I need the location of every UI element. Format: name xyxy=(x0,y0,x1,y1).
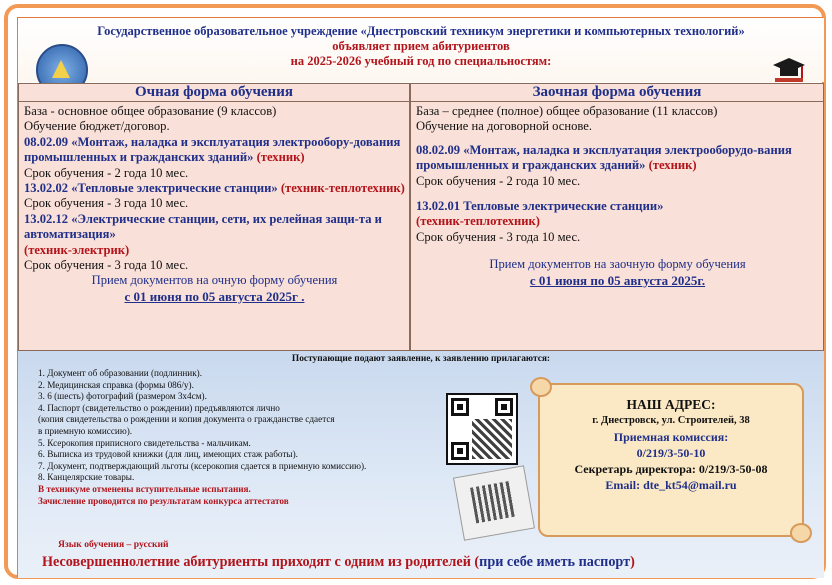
address-street: г. Днестровск, ул. Строителей, 38 xyxy=(592,415,750,426)
doc-item: 6. Выписка из трудовой книжки (для лиц, имеющих стаж работы). xyxy=(38,449,298,460)
doc-item: 7. Документ, подтверждающий льготы (ксерокопия сдается в приемную комиссию). xyxy=(38,460,367,471)
documents-list xyxy=(38,368,478,507)
part-time-spec1-qual: (техник) xyxy=(648,158,697,173)
full-time-spec1: 08.02.09 «Монтаж, наладка и эксплуатация электрообору-дования промышленных и гражданских зданий» xyxy=(24,134,401,165)
full-time-spec3: 13.02.12 «Электрические станции, сети, их релейная защи-та и автоматизация» xyxy=(24,211,382,242)
poster-frame xyxy=(4,4,826,579)
doc-item: 8. Канцелярские товары. xyxy=(38,472,135,483)
minors-note xyxy=(42,554,802,571)
phone-qr-image-icon xyxy=(453,465,535,541)
part-time-spec1-term: Срок обучения - 2 года 10 мес. xyxy=(416,173,581,188)
minors-note-passport: при себе иметь паспорт xyxy=(479,554,631,570)
part-time-spec2-qual: (техник-теплотехник) xyxy=(416,214,540,229)
part-time-spec2-term: Срок обучения - 3 года 10 мес. xyxy=(416,229,581,244)
part-time-spec2: 13.02.01 Тепловые электрические станции» xyxy=(416,199,664,214)
header-year: на 2025-2026 учебный год по специальностям: xyxy=(290,54,552,68)
part-time-intake: Прием документов на заочную форму обучения xyxy=(489,257,746,272)
language-note: Язык обучения – русский xyxy=(58,539,169,550)
full-time-spec3-qual: (техник-электрик) xyxy=(24,242,130,257)
header-announce: объявляет прием абитуриентов xyxy=(332,39,510,53)
doc-item: 1. Документ об образовании (подлинник). xyxy=(38,368,203,378)
full-time-dates: с 01 июня по 05 августа 2025г . xyxy=(124,288,305,304)
part-time-funding: Обучение на договорной основе. xyxy=(416,119,593,134)
full-time-spec1-term: Срок обучения - 2 года 10 мес. xyxy=(24,165,189,180)
full-time-title: Очная форма обучения xyxy=(19,84,409,102)
part-time-title: Заочная форма обучения xyxy=(411,84,823,102)
minors-note-part1: Несовершеннолетние абитуриенты приходят с одним из родителей ( xyxy=(42,554,480,570)
qr-code-icon[interactable] xyxy=(446,393,518,465)
address-scroll xyxy=(538,383,804,537)
director-phone: Секретарь директора: 0/219/3-50-08 xyxy=(574,462,768,476)
full-time-intake: Прием документов на очную форму обучения xyxy=(91,273,338,288)
part-time-spec1: 08.02.09 «Монтаж, наладка и эксплуатация электрооборудо-вания промышленных и гражданских зданий» xyxy=(416,142,792,173)
commission-label: Приемная комиссия: xyxy=(613,430,729,444)
full-time-base: База - основное общее образование (9 классов) xyxy=(24,104,277,118)
part-time-column xyxy=(410,83,824,351)
part-time-dates: с 01 июня по 05 августа 2025г. xyxy=(529,272,706,288)
commission-phone: 0/219/3-50-10 xyxy=(636,446,706,460)
address-title: НАШ АДРЕС: xyxy=(626,397,716,412)
full-time-column xyxy=(18,83,410,351)
doc-item: 5. Ксерокопия приписного свидетельства - мальчикам. xyxy=(38,437,251,448)
doc-item: (копия свидетельства о рождении и копия документа о гражданстве сдается xyxy=(38,414,335,425)
full-time-funding: Обучение бюджет/договор. xyxy=(24,119,170,134)
full-time-spec2-term: Срок обучения - 3 года 10 мес. xyxy=(24,196,189,211)
email-link[interactable]: Email: dte_kt54@mail.ru xyxy=(605,478,737,492)
documents-section xyxy=(18,351,824,578)
doc-item: в приемную комиссию). xyxy=(38,425,133,436)
doc-item: 2. Медицинская справка (формы 086/у). xyxy=(38,379,194,390)
enrollment-note: Зачисление проводится по результатам конкурса аттестатов xyxy=(38,495,289,506)
study-forms xyxy=(18,83,824,351)
no-exams-note: В техникуме отменены вступительные испытания. xyxy=(38,483,251,494)
minors-note-part3: ) xyxy=(630,554,635,570)
doc-item: 3. 6 (шесть) фотографий (размером 3х4см). xyxy=(38,391,207,402)
documents-title: Поступающие подают заявление, к заявлению прилагаются: xyxy=(291,354,551,364)
header xyxy=(18,18,824,82)
part-time-base: База – среднее (полное) общее образование (11 классов) xyxy=(416,104,718,118)
doc-item: 4. Паспорт (свидетельство о рождении) предъявляются лично xyxy=(38,402,280,413)
full-time-spec2: 13.02.02 «Тепловые электрические станции» xyxy=(24,181,278,196)
header-title: Государственное образовательное учреждение «Днестровский техникум энергетики и компьютерных технологий» xyxy=(97,24,745,38)
full-time-spec1-qual: (техник) xyxy=(256,150,305,165)
full-time-spec2-qual: (техник-теплотехник) xyxy=(280,181,405,196)
full-time-spec3-term: Срок обучения - 3 года 10 мес. xyxy=(24,258,189,273)
poster-content xyxy=(17,17,823,577)
